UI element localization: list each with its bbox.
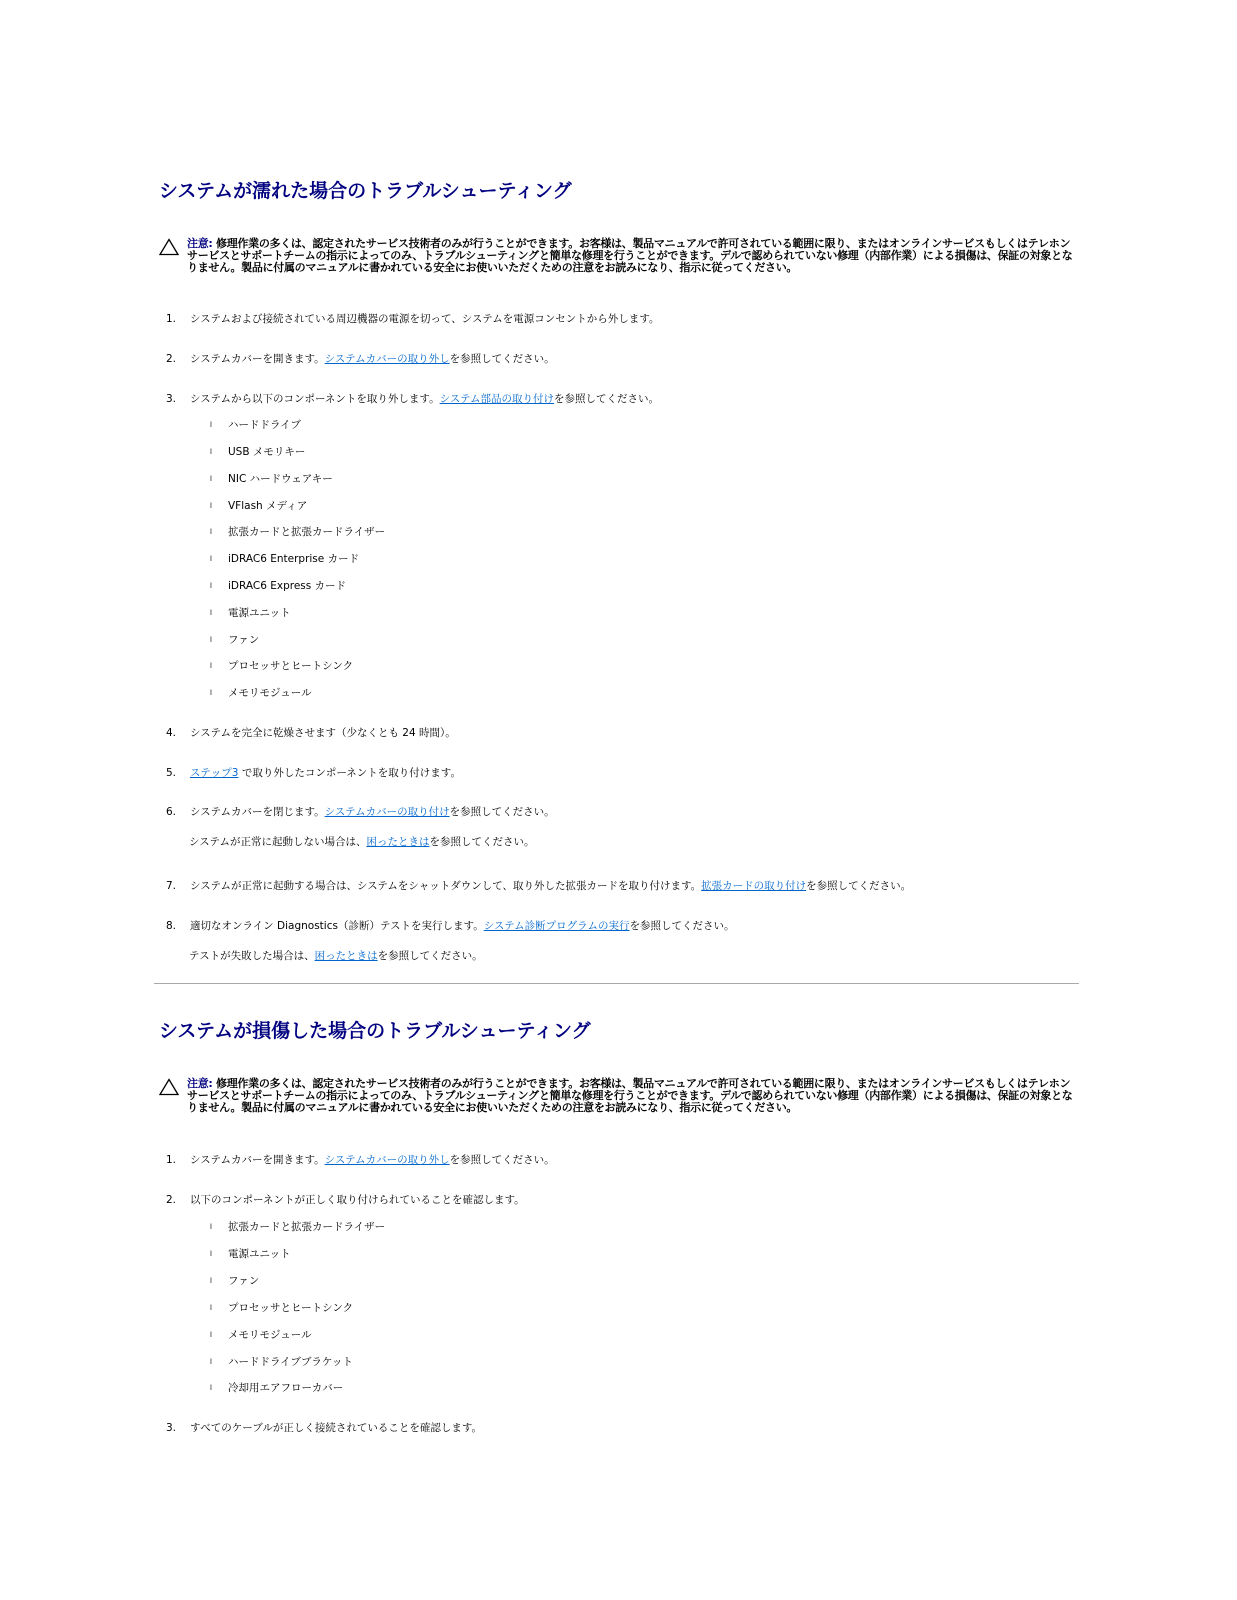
step-text: システムカバーを開きます。 <box>190 353 325 365</box>
link-getting-help[interactable]: 困ったときは <box>366 836 430 848</box>
list-item <box>210 658 353 673</box>
list-item <box>166 918 735 933</box>
bullet-text: ファン <box>228 634 260 646</box>
step-number: 2. <box>166 1194 177 1206</box>
link-run-diagnostics[interactable]: システム診断プログラムの実行 <box>483 920 630 932</box>
list-item <box>210 1380 343 1395</box>
section-title-wet: システムが濡れた場合のトラブルシューティング <box>159 180 572 202</box>
bullet-marker: l <box>210 555 212 563</box>
list-item <box>210 1219 385 1234</box>
step-number: 1. <box>166 1154 177 1166</box>
bullet-marker: l <box>210 421 212 429</box>
bullet-text: ハードドライブ <box>228 419 301 431</box>
step-text: システムカバーを閉じます。 <box>190 806 325 818</box>
step-text: 以下のコンポーネントが正しく取り付けられていることを確認します。 <box>190 1194 525 1206</box>
bullet-text: メモリモジュール <box>228 1329 312 1341</box>
list-item <box>210 471 333 486</box>
bullet-text: iDRAC6 Enterprise カード <box>228 553 360 565</box>
list-item <box>210 498 307 513</box>
step-text: システムを完全に乾燥させます（少なくとも 24 時間）。 <box>190 727 456 739</box>
list-item <box>210 417 301 432</box>
step-text: すべてのケーブルが正しく接続されていることを確認します。 <box>190 1422 483 1434</box>
list-item <box>210 578 346 593</box>
bullet-text: ハードドライブブラケット <box>228 1356 353 1368</box>
caution-body: 修理作業の多くは、認定されたサービス技術者のみが行うことができます。お客様は、製品マニュアルで許可されている範囲に限り、またはオンラインサービスもしくはテレホンサービスとサポートチームの指示によってのみ、トラブルシューティングと簡単な修理を行うことができます。デルで認められていない修理（内部作業）による損傷は、保証の対象となりません。製品に付属のマニュアルに書かれている安全にお使いいただくための注意をお読みになり、指示に従ってください。 <box>187 237 1073 274</box>
list-item <box>210 1354 353 1369</box>
step-number: 5. <box>166 767 177 779</box>
link-getting-help[interactable]: 困ったときは <box>314 950 378 962</box>
link-system-cover-install[interactable]: システムカバーの取り付け <box>324 806 450 818</box>
step-text: を参照してください。 <box>449 806 555 818</box>
list-item <box>166 1152 555 1167</box>
list-item <box>166 878 911 893</box>
caution-text <box>187 1078 1079 1114</box>
list-item <box>166 391 659 406</box>
caution-text <box>187 238 1079 274</box>
link-system-parts-install[interactable]: システム部品の取り付け <box>439 393 555 405</box>
bullet-marker: l <box>210 1304 212 1312</box>
step-number: 8. <box>166 920 177 932</box>
bullet-marker: l <box>210 1277 212 1285</box>
note-text: システムが正常に起動しない場合は、 <box>189 836 367 848</box>
step-number: 3. <box>166 393 177 405</box>
step-text: 適切なオンライン Diagnostics（診断）テストを実行します。 <box>190 920 484 932</box>
caution-triangle-icon <box>159 238 179 256</box>
bullet-text: プロセッサとヒートシンク <box>228 1302 354 1314</box>
caution-label: 注意: <box>187 237 213 250</box>
caution-label: 注意: <box>187 1077 213 1090</box>
note-text: を参照してください。 <box>429 836 535 848</box>
bullet-text: プロセッサとヒートシンク <box>228 660 354 672</box>
bullet-text: iDRAC6 Express カード <box>228 580 347 592</box>
list-item <box>210 632 259 647</box>
list-item <box>210 1246 291 1261</box>
bullet-marker: l <box>210 662 212 670</box>
step-number: 3. <box>166 1422 177 1434</box>
section-divider <box>154 983 1079 984</box>
list-item <box>210 685 312 700</box>
step-note <box>189 948 483 963</box>
list-item <box>210 524 385 539</box>
list-item <box>210 444 305 459</box>
step-text: を参照してください。 <box>554 393 660 405</box>
section-title-damaged: システムが損傷した場合のトラブルシューティング <box>159 1020 591 1042</box>
bullet-text: 電源ユニット <box>228 607 291 619</box>
bullet-marker: l <box>210 1223 212 1231</box>
step-text: を参照してください。 <box>629 920 735 932</box>
bullet-marker: l <box>210 475 212 483</box>
list-item <box>210 1300 353 1315</box>
step-text: を参照してください。 <box>449 1154 555 1166</box>
caution-body: 修理作業の多くは、認定されたサービス技術者のみが行うことができます。お客様は、製品マニュアルで許可されている範囲に限り、またはオンラインサービスもしくはテレホンサービスとサポートチームの指示によってのみ、トラブルシューティングと簡単な修理を行うことができます。デルで認められていない修理（内部作業）による損傷は、保証の対象となりません。製品に付属のマニュアルに書かれている安全にお使いいただくための注意をお読みになり、指示に従ってください。 <box>187 1077 1073 1114</box>
bullet-text: メモリモジュール <box>228 687 312 699</box>
list-item <box>166 1420 482 1435</box>
note-text: テストが失敗した場合は、 <box>189 950 315 962</box>
bullet-text: 拡張カードと拡張カードライザー <box>228 526 386 538</box>
list-item <box>166 725 456 740</box>
bullet-marker: l <box>210 1358 212 1366</box>
step-text: を参照してください。 <box>449 353 555 365</box>
note-text: を参照してください。 <box>377 950 483 962</box>
link-system-cover-removal[interactable]: システムカバーの取り外し <box>324 353 450 365</box>
step-number: 2. <box>166 353 177 365</box>
bullet-marker: l <box>210 609 212 617</box>
bullet-text: 冷却用エアフローカバー <box>228 1382 344 1394</box>
bullet-text: VFlash メディア <box>228 500 308 512</box>
step-number: 7. <box>166 880 177 892</box>
link-expansion-card-install[interactable]: 拡張カードの取り付け <box>701 880 807 892</box>
step-text: システムおよび接続されている周辺機器の電源を切って、システムを電源コンセントから外します。 <box>190 313 660 325</box>
bullet-text: 電源ユニット <box>228 1248 291 1260</box>
step-number: 1. <box>166 313 177 325</box>
list-item <box>166 351 555 366</box>
list-item <box>166 1192 525 1207</box>
bullet-text: ファン <box>228 1275 260 1287</box>
step-text: を参照してください。 <box>806 880 912 892</box>
bullet-text: USB メモリキー <box>228 446 306 458</box>
step-number: 6. <box>166 806 177 818</box>
bullet-marker: l <box>210 582 212 590</box>
bullet-marker: l <box>210 1250 212 1258</box>
step-text: で取り外したコンポーネントを取り付けます。 <box>238 767 461 779</box>
step-text: システムが正常に起動する場合は、システムをシャットダウンして、取り外した拡張カードを取り付けます。 <box>190 880 702 892</box>
step-number: 4. <box>166 727 177 739</box>
caution-triangle-icon <box>159 1078 179 1096</box>
bullet-marker: l <box>210 689 212 697</box>
bullet-marker: l <box>210 1331 212 1339</box>
bullet-marker: l <box>210 502 212 510</box>
bullet-marker: l <box>210 636 212 644</box>
list-item <box>210 551 359 566</box>
step-text: システムカバーを開きます。 <box>190 1154 325 1166</box>
list-item <box>166 804 555 819</box>
step-text: システムから以下のコンポーネントを取り外します。 <box>190 393 440 405</box>
list-item <box>166 311 659 326</box>
bullet-marker: l <box>210 448 212 456</box>
link-system-cover-removal[interactable]: システムカバーの取り外し <box>324 1154 450 1166</box>
bullet-marker: l <box>210 528 212 536</box>
list-item <box>166 765 461 780</box>
bullet-text: 拡張カードと拡張カードライザー <box>228 1221 386 1233</box>
bullet-text: NIC ハードウェアキー <box>228 473 333 485</box>
link-step3[interactable]: ステップ3 <box>190 767 239 779</box>
step-note <box>189 834 534 849</box>
list-item <box>210 605 291 620</box>
list-item <box>210 1327 312 1342</box>
list-item <box>210 1273 259 1288</box>
bullet-marker: l <box>210 1384 212 1392</box>
